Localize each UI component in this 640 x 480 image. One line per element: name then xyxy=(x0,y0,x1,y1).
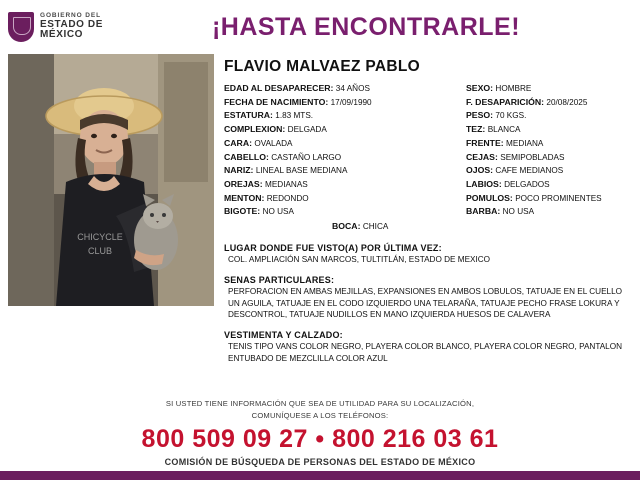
section-vestimenta xyxy=(224,330,632,365)
field-orejas: OREJAS: MEDIANAS xyxy=(224,178,308,189)
field-peso: PESO: 70 KGS. xyxy=(466,110,527,121)
footer-note-line-2: COMUNÍQUESE A LOS TELÉFONOS: xyxy=(251,410,389,420)
poster-content xyxy=(0,54,640,365)
field-bigote: BIGOTE: NO USA xyxy=(224,206,294,217)
svg-text:CLUB: CLUB xyxy=(87,246,113,256)
field-fecha-desaparicion: F. DESAPARICIÓN: 20/08/2025 xyxy=(466,96,588,107)
government-logo xyxy=(0,0,122,54)
section-lugar-visto xyxy=(224,243,632,266)
field-labios: LABIOS: DELGADOS xyxy=(466,178,550,189)
field-nariz: NARIZ: LINEAL BASE MEDIANA xyxy=(224,165,348,176)
field-cejas: CEJAS: SEMIPOBLADAS xyxy=(466,151,565,162)
field-frente: FRENTE: MEDIANA xyxy=(466,137,544,148)
svg-text:CHICYCLE: CHICYCLE xyxy=(77,232,123,242)
field-estatura: ESTATURA: 1.83 MTS. xyxy=(224,110,314,121)
poster-header xyxy=(0,0,640,54)
page-title: ¡HASTA ENCONTRARLE! xyxy=(211,12,521,41)
section-lugar-visto-body: COL. AMPLIACIÓN SAN MARCOS, TULTITLÁN, ESTADO DE MEXICO xyxy=(228,254,491,264)
attributes-columns xyxy=(224,82,632,219)
field-cabello: CABELLO: CASTAÑO LARGO xyxy=(224,151,342,162)
field-sexo: SEXO: HOMBRE xyxy=(466,83,532,93)
section-senas-particulares xyxy=(224,275,632,322)
shield-emblem-icon xyxy=(8,12,34,42)
field-cara: CARA: OVALADA xyxy=(224,137,293,148)
field-edad: EDAD AL DESAPARECER: 34 AÑOS xyxy=(224,83,370,93)
field-fecha-nacimiento: FECHA DE NACIMIENTO: 17/09/1990 xyxy=(224,96,372,107)
poster-footer xyxy=(0,398,640,480)
logo-text xyxy=(40,13,122,41)
person-details xyxy=(214,54,632,365)
field-menton: MENTON: REDONDO xyxy=(224,192,309,203)
commission-name: COMISIÓN DE BÚSQUEDA DE PERSONAS DEL ESTADO DE MÉXICO xyxy=(164,457,476,467)
photo-illustration xyxy=(8,54,214,306)
field-complexion: COMPLEXION: DELGADA xyxy=(224,124,327,135)
footer-note-line-1: SI USTED TIENE INFORMACIÓN QUE SEA DE UTILIDAD PARA SU LOCALIZACIÓN, xyxy=(165,399,475,409)
field-pomulos: POMULOS: POCO PROMINENTES xyxy=(466,192,602,203)
logo-line-2: ESTADO DE MÉXICO xyxy=(40,18,103,41)
section-lugar-visto-title: LUGAR DONDE FUE VISTO(A) POR ÚLTIMA VEZ: xyxy=(224,242,442,253)
field-boca: BOCA: CHICA xyxy=(332,221,389,232)
person-photo xyxy=(8,54,214,306)
field-barba: BARBA: NO USA xyxy=(466,206,535,217)
field-ojos: OJOS: CAFE MEDIANOS xyxy=(466,165,564,176)
section-vestimenta-body: TENIS TIPO VANS COLOR NEGRO, PLAYERA COLOR BLANCO, PLAYERA COLOR NEGRO, PANTALON ENTUBADO DE MEZCLILLA COLOR AZUL xyxy=(228,342,623,364)
field-tez: TEZ: BLANCA xyxy=(466,124,521,135)
contact-phone-numbers[interactable]: 800 509 09 27 • 800 216 03 61 xyxy=(141,425,499,453)
section-senas-title: SENAS PARTICULARES: xyxy=(224,274,335,285)
person-name: FLAVIO MALVAEZ PABLO xyxy=(224,58,421,75)
section-senas-body: PERFORACION EN AMBAS MEJILLAS, EXPANSIONES EN AMBOS LOBULOS, TATUAJE EN EL CUELLO UN AGUILA, TATUAJE EN EL CODO IZQUIERDO UNA TELARAÑA, TATUAJE PECHO FRASE LOKURA Y DESCONTROL, TATUAJE NUDILLOS EN MANO IZQUIERDA HUESOS DE CALAVERA xyxy=(228,286,623,320)
logo-line-1: GOBIERNO DEL xyxy=(40,12,101,20)
section-vestimenta-title: VESTIMENTA Y CALZADO: xyxy=(224,330,343,341)
attributes-right-column xyxy=(460,82,632,219)
footer-purple-bar xyxy=(0,471,640,480)
attributes-left-column xyxy=(224,82,460,219)
